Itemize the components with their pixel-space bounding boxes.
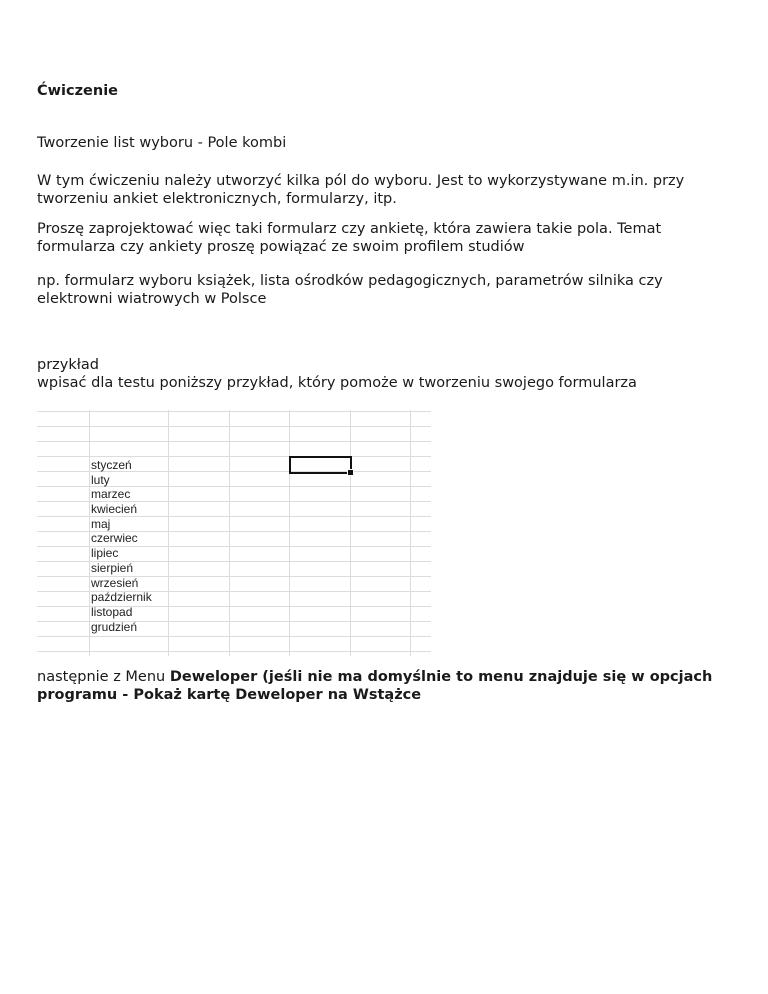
month-cell: listopad [91,604,133,619]
spreadsheet-screenshot [37,410,431,656]
next-step-prefix: następnie z Menu [37,669,170,685]
month-cell: styczeń [91,458,132,472]
month-cell: październik [91,590,152,605]
month-cell: czerwiec [91,531,138,546]
month-cell: luty [91,472,110,487]
intro-paragraph: W tym ćwiczeniu należy utworzyć kilka pól do wyboru. Jest to wykorzystywane m.in. przy tworzeniu ankiet elektronicznych, formularzy, itp. [37,173,685,207]
example-block [37,356,727,392]
month-cell: sierpień [91,560,134,575]
fill-handle [347,469,354,476]
month-cell: grudzień [91,619,138,634]
exercise-heading: Ćwiczenie [37,83,119,99]
subtitle-paragraph: Tworzenie list wyboru - Pole kombi [37,135,287,151]
task-paragraph: Proszę zaprojektować więc taki formularz czy ankietę, która zawiera takie pola. Temat formularza czy ankiety proszę powiązać ze swoim profilem studiów [37,221,662,255]
examples-paragraph: np. formularz wyboru książek, lista ośrodków pedagogicznych, parametrów silnika czy elektrowni wiatrowych w Polsce [37,273,663,307]
month-cell: lipiec [91,546,119,561]
example-instruction: wpisać dla testu poniższy przykład, który pomoże w tworzeniu swojego formularza [37,375,637,391]
month-cell: maj [91,516,111,531]
month-cell: marzec [91,487,131,502]
month-cell: wrzesień [91,575,139,590]
month-list [91,458,152,634]
example-label: przykład [37,357,99,373]
month-cell: kwiecień [91,502,138,517]
next-step-paragraph [37,668,727,704]
developer-instruction: Deweloper (jeśli nie ma domyślnie to menu znajduje się w opcjach programu - Pokaż kartę Deweloper na Wstążce [37,669,713,703]
selected-cell [289,456,352,474]
